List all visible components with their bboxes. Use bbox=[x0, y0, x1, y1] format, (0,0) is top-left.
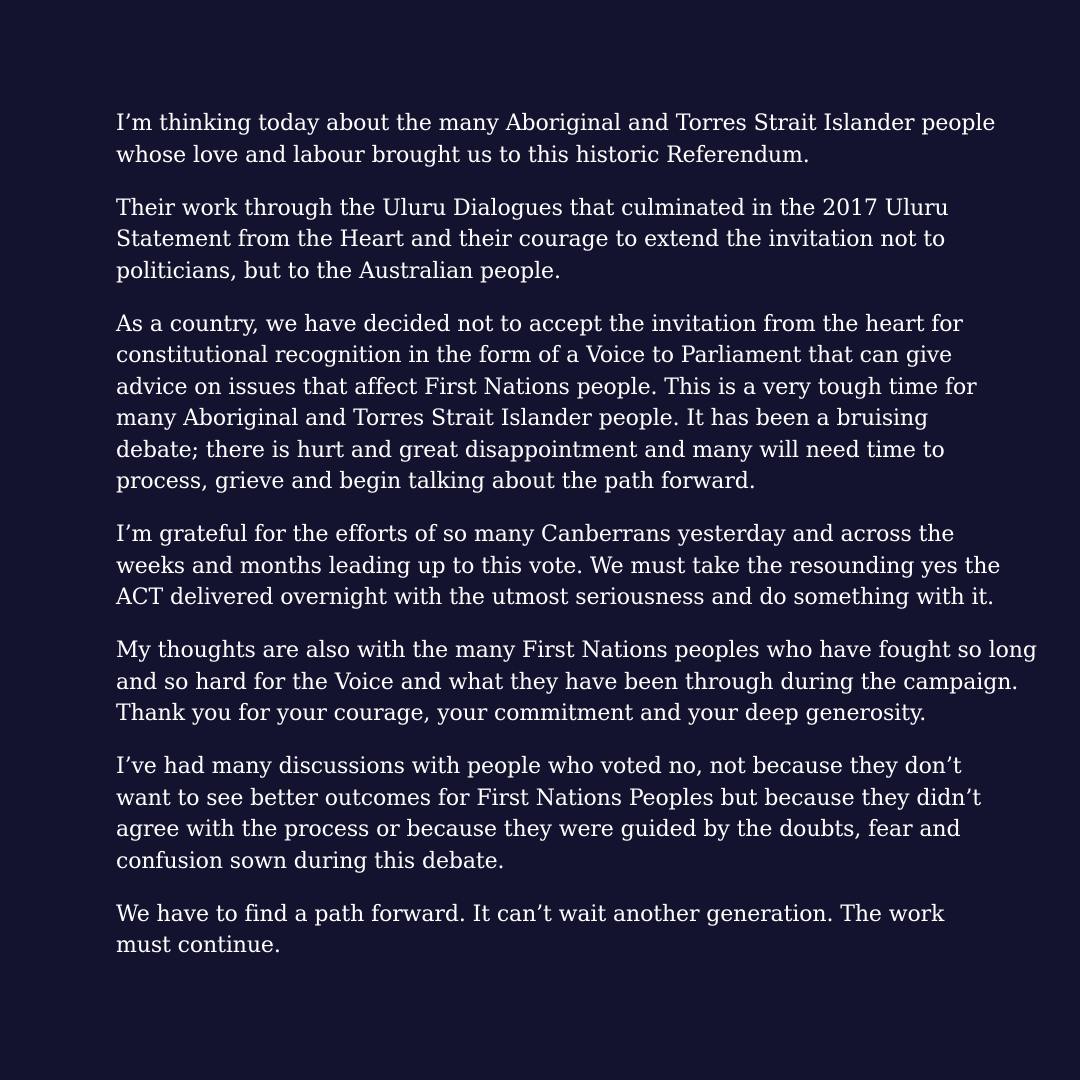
paragraph-2 bbox=[116, 193, 976, 288]
paragraph-line: many Aboriginal and Torres Strait Islander people. It has been a bruising bbox=[116, 406, 929, 431]
paragraph-line: constitutional recognition in the form of a Voice to Parliament that can give bbox=[116, 343, 953, 368]
paragraph-line: confusion sown during this debate. bbox=[116, 848, 505, 874]
paragraph-line: I’ve had many discussions with people who voted no, not because they don’t bbox=[116, 754, 962, 779]
paragraph-line: advice on issues that affect First Nations people. This is a very tough time for bbox=[116, 374, 977, 400]
paragraph-line: whose love and labour brought us to this historic Referendum. bbox=[116, 142, 810, 168]
paragraph-6 bbox=[116, 751, 981, 877]
paragraph-line: politicians, but to the Australian people. bbox=[116, 258, 561, 284]
paragraph-line: I’m grateful for the efforts of so many Canberrans yesterday and across the bbox=[116, 522, 955, 547]
paragraph-3 bbox=[116, 309, 976, 498]
paragraph-line: My thoughts are also with the many First Nations peoples who have fought so long bbox=[116, 638, 1037, 663]
paragraph-4 bbox=[116, 519, 1001, 614]
paragraph-line: As a country, we have decided not to accept the invitation from the heart for bbox=[116, 311, 963, 337]
paragraph-line: Thank you for your courage, your commitment and your deep generosity. bbox=[116, 701, 927, 726]
paragraph-line: weeks and months leading up to this vote. We must take the resounding yes the bbox=[116, 553, 1001, 579]
paragraph-line: and so hard for the Voice and what they have been through during the campaign. bbox=[116, 669, 1019, 695]
paragraph-line: agree with the process or because they were guided by the doubts, fear and bbox=[116, 817, 961, 842]
statement-text-block bbox=[116, 108, 1037, 962]
paragraph-line: I’m thinking today about the many Aboriginal and Torres Strait Islander people bbox=[116, 111, 996, 136]
paragraph-line: Their work through the Uluru Dialogues that culminated in the 2017 Uluru bbox=[116, 195, 949, 221]
paragraph-line: We have to find a path forward. It can’t wait another generation. The work bbox=[116, 901, 945, 927]
paragraph-line: ACT delivered overnight with the utmost seriousness and do something with it. bbox=[116, 585, 995, 610]
paragraph-7 bbox=[116, 899, 976, 962]
paragraph-line: debate; there is hurt and great disappointment and many will need time to bbox=[116, 437, 945, 463]
paragraph-line: want to see better outcomes for First Nations Peoples but because they didn’t bbox=[116, 785, 981, 811]
paragraph-1 bbox=[116, 108, 996, 171]
paragraph-line: Statement from the Heart and their courage to extend the invitation not to bbox=[116, 227, 946, 252]
paragraph-line: process, grieve and begin talking about the path forward. bbox=[116, 469, 756, 494]
paragraph-5 bbox=[116, 635, 1037, 730]
paragraph-line: must continue. bbox=[116, 933, 281, 958]
